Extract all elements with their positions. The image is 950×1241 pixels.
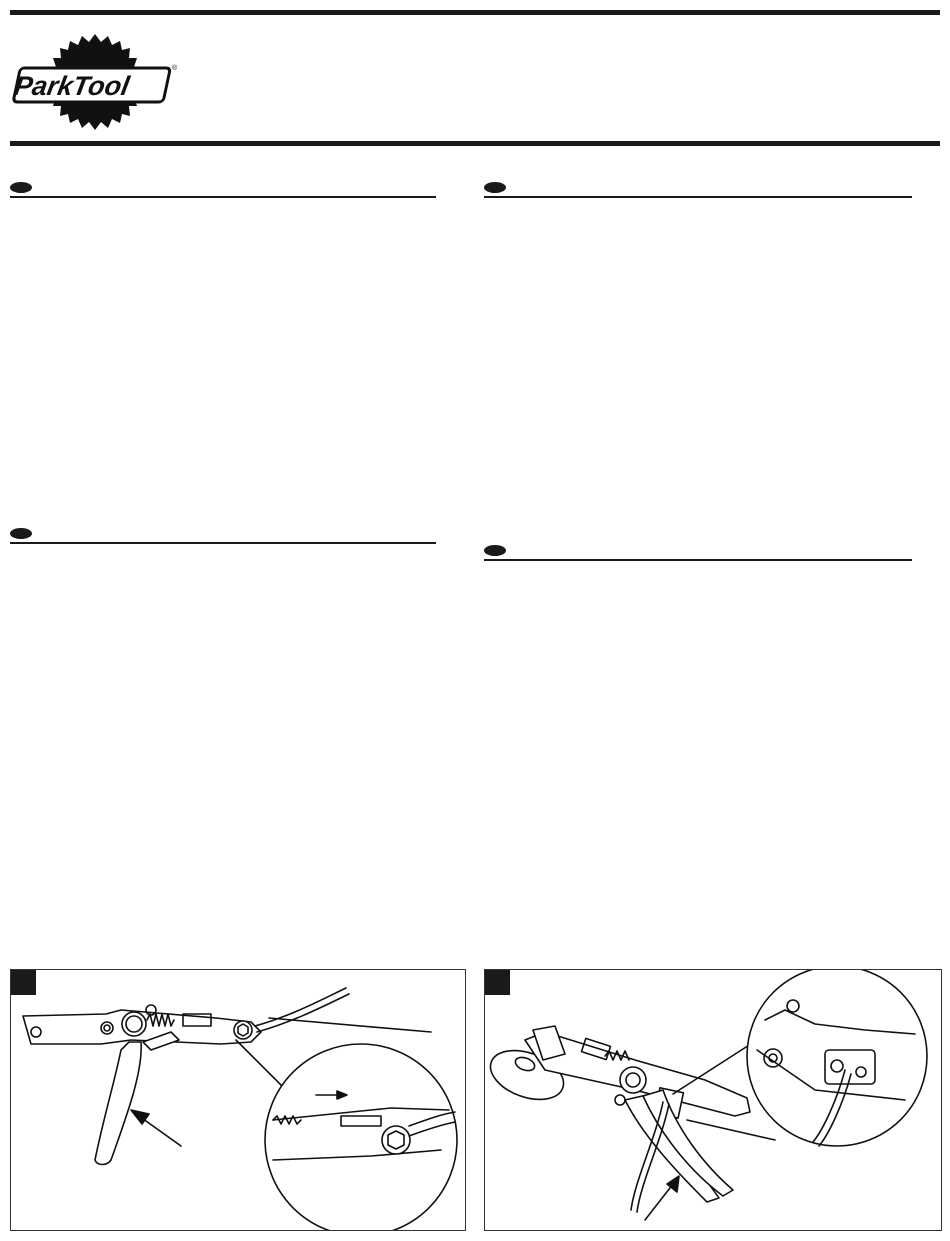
trademark-mark: ® — [172, 65, 178, 72]
section-rule — [484, 196, 912, 198]
tool-illustration — [485, 970, 941, 1230]
section-rule — [10, 542, 436, 544]
tool-illustration — [11, 970, 465, 1230]
park-tool-logo — [10, 32, 180, 132]
section-bullet — [10, 182, 32, 193]
figure-cable-cutter-right — [484, 969, 942, 1231]
section-header-1 — [10, 182, 436, 206]
section-rule — [10, 196, 436, 198]
section-bullet — [484, 545, 506, 556]
section-bullet — [484, 182, 506, 193]
header-rule-bottom — [10, 141, 940, 146]
figure-cable-cutter-left — [10, 969, 466, 1231]
logo-wordmark: ParkTool — [11, 70, 132, 101]
section-bullet — [10, 528, 32, 539]
section-header-3 — [10, 528, 436, 552]
header-rule-top — [10, 10, 940, 15]
section-header-4 — [484, 545, 912, 569]
section-header-2 — [484, 182, 912, 206]
section-rule — [484, 559, 912, 561]
